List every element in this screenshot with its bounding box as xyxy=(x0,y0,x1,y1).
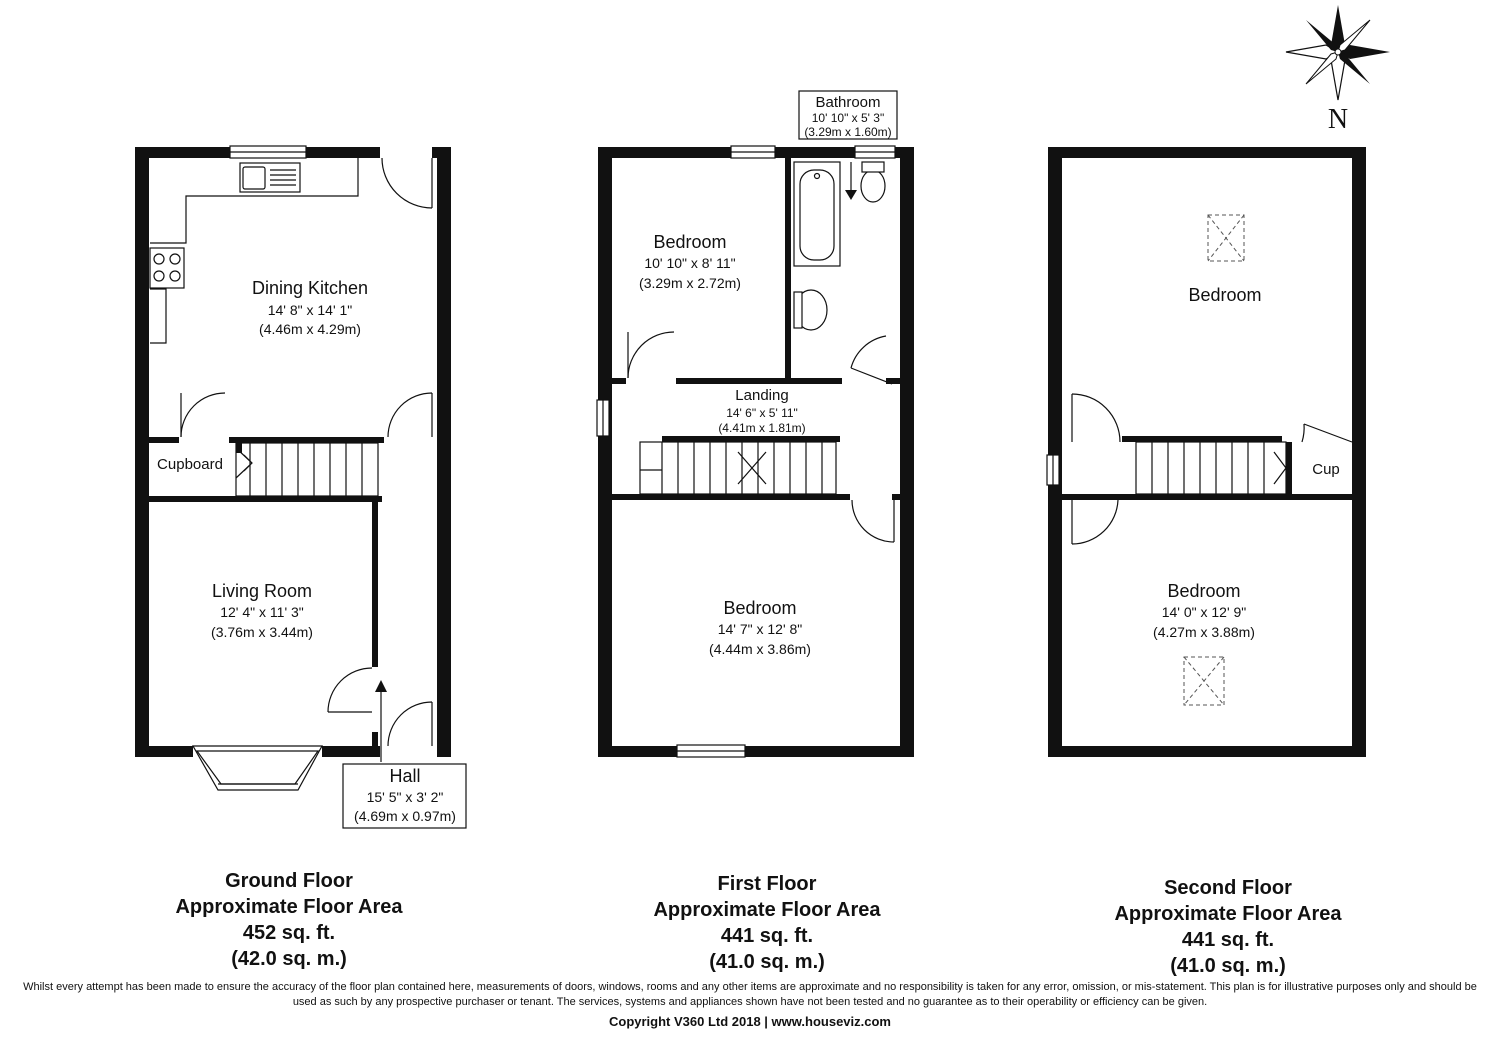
living-room-dim-metric: (3.76m x 3.44m) xyxy=(211,624,313,640)
bedroom-rear-first-dim-metric: (3.29m x 2.72m) xyxy=(639,275,741,291)
second-floor-plan xyxy=(1047,147,1366,757)
landing-label: Landing xyxy=(735,387,789,404)
hall-dim-imperial: 15' 5" x 3' 2" xyxy=(366,789,444,805)
bedroom-front-second-dim-metric: (4.27m x 3.88m) xyxy=(1153,624,1255,640)
bedroom-front-second-label: Bedroom xyxy=(1167,581,1241,601)
ground-floor-summary xyxy=(119,868,459,972)
first-floor-title: First Floor xyxy=(717,873,817,895)
north-label: N xyxy=(1327,104,1349,135)
landing-dim-metric: (4.41m x 1.81m) xyxy=(718,421,806,435)
ground-floor-area-sqm: (42.0 sq. m.) xyxy=(231,948,347,970)
cup-label: Cup xyxy=(1312,461,1340,478)
bedroom-front-first-label: Bedroom xyxy=(723,598,797,618)
ground-floor-area-sqft: 452 sq. ft. xyxy=(242,922,336,944)
hall-label: Hall xyxy=(389,766,421,786)
bedroom-front-first-dim-imperial: 14' 7" x 12' 8" xyxy=(717,621,803,637)
first-floor-plan xyxy=(597,146,914,757)
landing-dim-imperial: 14' 6" x 5' 11" xyxy=(726,406,798,420)
dining-kitchen-dim-imperial: 14' 8" x 14' 1" xyxy=(267,302,353,318)
second-floor-title: Second Floor xyxy=(1164,877,1292,899)
ground-floor-title: Ground Floor xyxy=(225,870,353,892)
dining-kitchen-label: Dining Kitchen xyxy=(251,278,369,298)
copyright-text: Copyright V360 Ltd 2018 | www.houseviz.com xyxy=(608,1014,891,1029)
first-floor-subtitle: Approximate Floor Area xyxy=(653,899,881,921)
first-floor-area-sqm: (41.0 sq. m.) xyxy=(709,951,825,973)
dining-kitchen-dim-metric: (4.46m x 4.29m) xyxy=(259,321,361,337)
disclaimer-text: Whilst every attempt has been made to ensure the accuracy of the floor plan contained here, measurements of doors, windows, rooms and any other items are approximate and no responsibility is taken for any error, omission, or mis-statement. This plan is for illustrative purposes only and should be used as such by any prospective purchaser or tenant. The services, systems and appliances shown have not been tested and no guarantee as to their operability or efficiency can be given. xyxy=(23,981,1477,1008)
bedroom-rear-first-label: Bedroom xyxy=(653,232,727,252)
compass-icon xyxy=(1286,5,1390,135)
bathroom-dim-metric: (3.29m x 1.60m) xyxy=(804,125,892,139)
bedroom-front-first-dim-metric: (4.44m x 3.86m) xyxy=(709,641,811,657)
first-floor-summary xyxy=(597,871,937,975)
living-room-dim-imperial: 12' 4" x 11' 3" xyxy=(220,604,304,620)
second-floor-subtitle: Approximate Floor Area xyxy=(1114,903,1342,925)
living-room-label: Living Room xyxy=(211,581,313,601)
bedroom-rear-first-dim-imperial: 10' 10" x 8' 11" xyxy=(644,255,736,271)
bedroom-rear-second-label: Bedroom xyxy=(1188,285,1262,305)
ground-floor-subtitle: Approximate Floor Area xyxy=(175,896,403,918)
bedroom-front-second-dim-imperial: 14' 0" x 12' 9" xyxy=(1161,604,1247,620)
first-floor-area-sqft: 441 sq. ft. xyxy=(720,925,814,947)
cupboard-label: Cupboard xyxy=(157,456,223,473)
bathroom-label: Bathroom xyxy=(815,94,881,111)
bathroom-dim-imperial: 10' 10" x 5' 3" xyxy=(811,111,885,125)
second-floor-area-sqft: 441 sq. ft. xyxy=(1181,929,1275,951)
second-floor-area-sqm: (41.0 sq. m.) xyxy=(1170,955,1286,977)
second-floor-summary xyxy=(1058,875,1398,979)
hall-dim-metric: (4.69m x 0.97m) xyxy=(354,808,456,824)
